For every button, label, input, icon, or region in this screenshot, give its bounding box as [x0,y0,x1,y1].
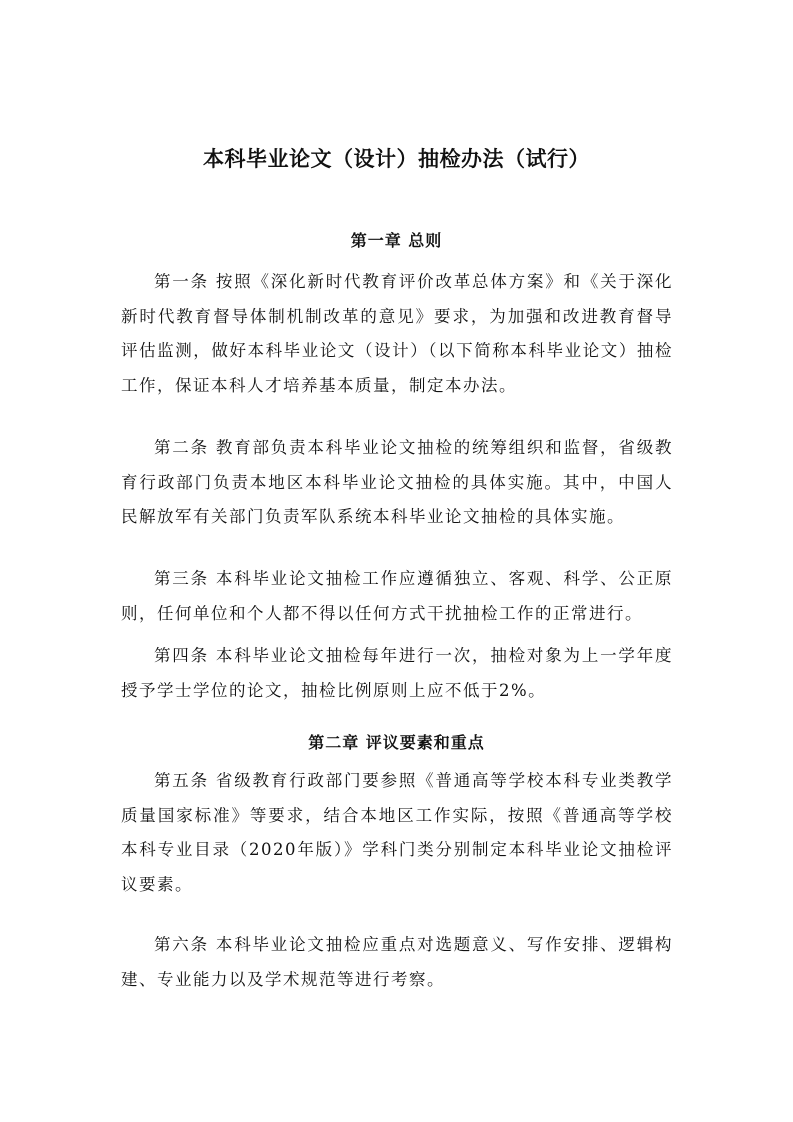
document-title: 本科毕业论文（设计）抽检办法（试行） [203,147,590,171]
article-paragraph: 第二条 教育部负责本科毕业论文抽检的统筹组织和监督，省级教育行政部门负责本地区本科毕业论文抽检的具体实施。其中，中国人民解放军有关部门负责军队系统本科毕业论文抽检的具体实施。 [121,438,673,527]
article-paragraph: 第四条 本科毕业论文抽检每年进行一次，抽检对象为上一学年度授予学士学位的论文，抽检比例原则上应不低于2%。 [121,646,673,700]
article-paragraph: 第三条 本科毕业论文抽检工作应遵循独立、客观、科学、公正原则，任何单位和个人都不得以任何方式干扰抽检工作的正常进行。 [121,569,673,623]
article-paragraph: 第六条 本科毕业论文抽检应重点对选题意义、写作安排、逻辑构建、专业能力以及学术规范等进行考察。 [121,935,673,989]
article-paragraph: 第五条 省级教育行政部门要参照《普通高等学校本科专业类教学质量国家标准》等要求，结合本地区工作实际，按照《普通高等学校本科专业目录（2020年版）》学科门类分别制定本科毕业论文抽检评议要素。 [121,771,673,894]
chapter-heading: 第一章 总则 [350,231,443,250]
article-paragraph: 第一条 按照《深化新时代教育评价改革总体方案》和《关于深化新时代教育督导体制机制改革的意见》要求，为加强和改进教育督导评估监测，做好本科毕业论文（设计）（以下简称本科毕业论文）抽检工作，保证本科人才培养基本质量，制定本办法。 [121,272,673,395]
chapter-heading: 第二章 评议要素和重点 [308,733,485,752]
